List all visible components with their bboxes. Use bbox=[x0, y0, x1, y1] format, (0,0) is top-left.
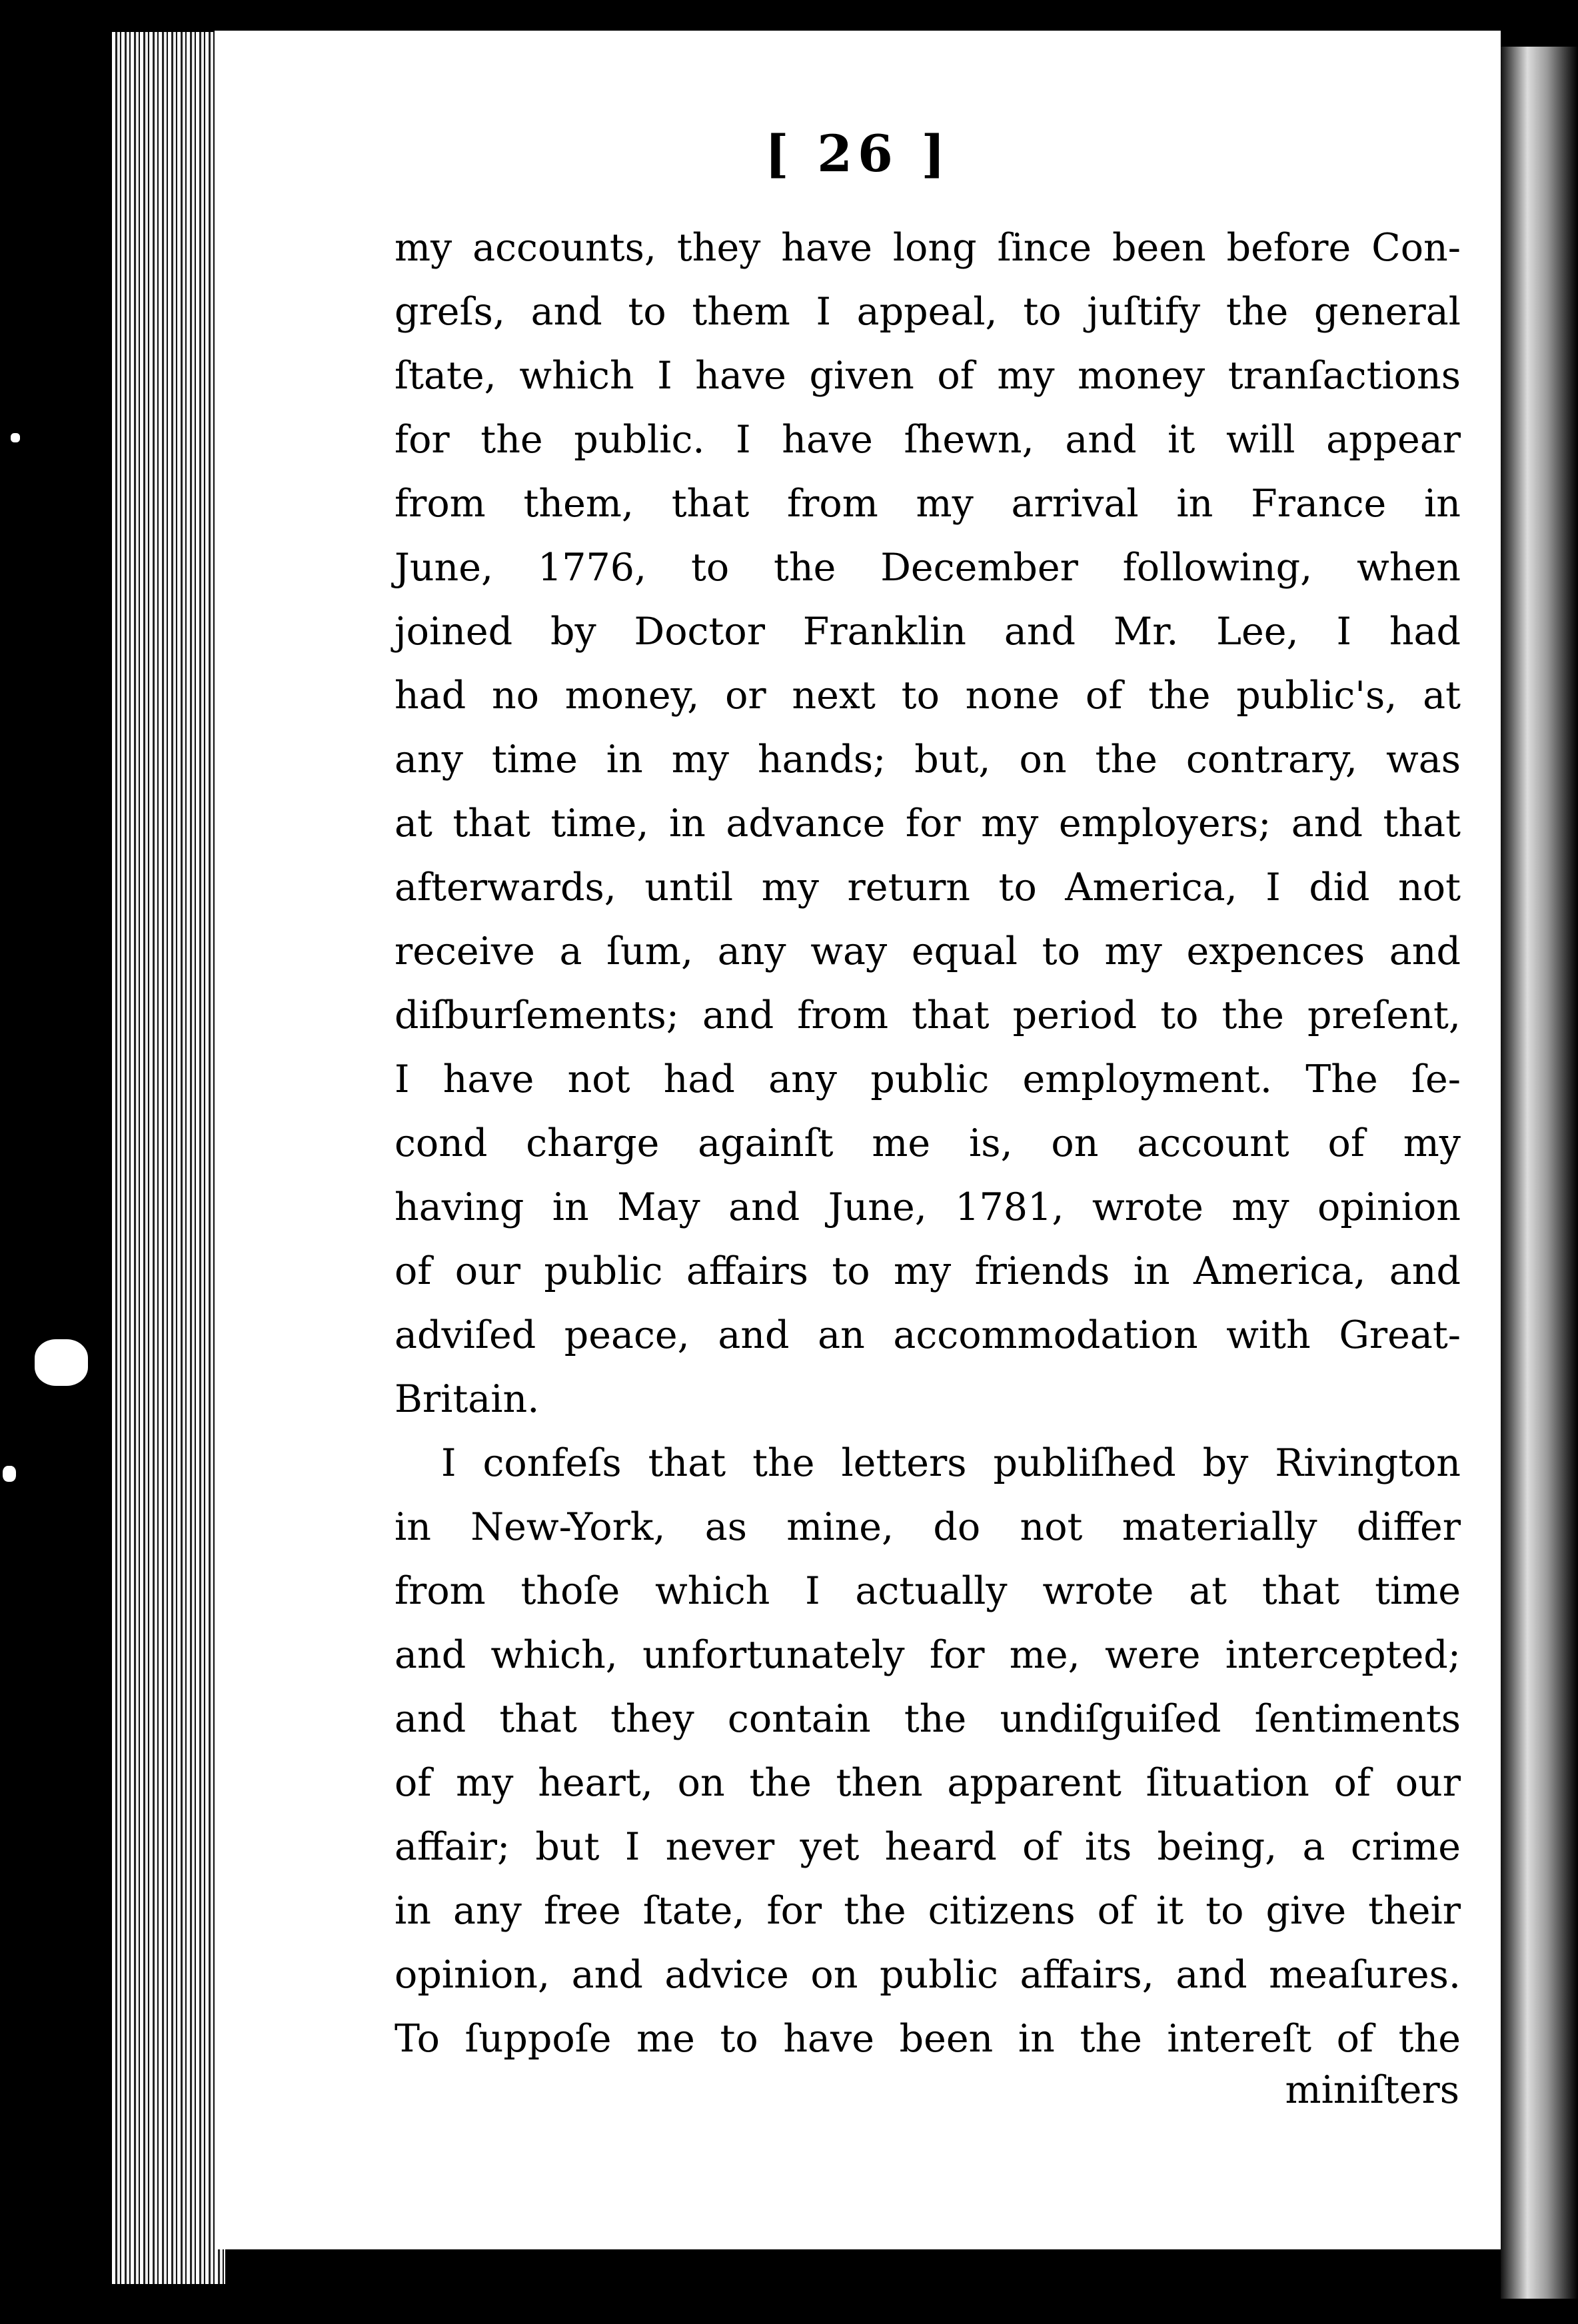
text-line: greſs, and to them I appeal, to juſtify the general bbox=[394, 290, 1461, 334]
text-line: I have not had any public employment. The ſe- bbox=[394, 1057, 1461, 1101]
text-line: of our public affairs to my friends in America, and bbox=[394, 1249, 1461, 1293]
page-number-header: [ 26 ] bbox=[764, 124, 951, 183]
text-line: ſtate, which I have given of my money tranſactions bbox=[394, 354, 1461, 398]
text-line: Britain. bbox=[394, 1377, 540, 1421]
text-line: cond charge againſt me is, on account of my bbox=[394, 1121, 1461, 1165]
stacked-page-edges bbox=[112, 32, 225, 2284]
text-line: opinion, and advice on public affairs, and meaſures. bbox=[394, 1953, 1461, 1997]
text-line: To ſuppoſe me to have been in the intereſt of the bbox=[394, 2017, 1461, 2061]
scan-speck bbox=[3, 1466, 16, 1482]
body-text bbox=[394, 216, 1461, 2071]
text-line: joined by Doctor Franklin and Mr. Lee, I had bbox=[394, 610, 1461, 654]
text-line: adviſed peace, and an accommodation with Great- bbox=[394, 1313, 1461, 1357]
text-line: affair; but I never yet heard of its being, a crime bbox=[394, 1825, 1461, 1869]
book-gutter bbox=[1501, 47, 1578, 2299]
text-line: I confeſs that the letters publiſhed by Rivington bbox=[441, 1441, 1461, 1485]
text-line: any time in my hands; but, on the contrary, was bbox=[394, 738, 1461, 782]
scan-speck bbox=[35, 1339, 88, 1386]
text-line: in any free ſtate, for the citizens of it to give their bbox=[394, 1889, 1461, 1933]
scan-speck bbox=[11, 433, 20, 442]
text-line: had no money, or next to none of the public's, at bbox=[394, 674, 1461, 718]
text-line: my accounts, they have long ſince been before Con- bbox=[394, 226, 1461, 270]
text-line: at that time, in advance for my employers; and that bbox=[394, 802, 1461, 846]
text-line: and which, unfortunately for me, were intercepted; bbox=[394, 1633, 1461, 1677]
text-line: receive a ſum, any way equal to my expences and bbox=[394, 929, 1461, 973]
text-line: and that they contain the undiſguiſed ſentiments bbox=[394, 1697, 1461, 1741]
scan-speck bbox=[293, 1502, 323, 1516]
text-line: in New-York, as mine, do not materially differ bbox=[394, 1505, 1461, 1549]
book-page bbox=[215, 31, 1501, 2249]
text-line: June, 1776, to the December following, when bbox=[394, 546, 1461, 590]
text-line: from thoſe which I actually wrote at that time bbox=[394, 1569, 1461, 1613]
text-line: for the public. I have ſhewn, and it will appear bbox=[394, 418, 1461, 462]
text-line: having in May and June, 1781, wrote my opinion bbox=[394, 1185, 1461, 1229]
catchword: miniſters bbox=[1285, 2068, 1459, 2112]
text-line: from them, that from my arrival in France in bbox=[394, 482, 1461, 526]
text-line: of my heart, on the then apparent ſituation of our bbox=[394, 1761, 1461, 1805]
text-line: diſburſements; and from that period to the preſent, bbox=[394, 993, 1461, 1037]
text-line: afterwards, until my return to America, I did not bbox=[394, 866, 1461, 909]
